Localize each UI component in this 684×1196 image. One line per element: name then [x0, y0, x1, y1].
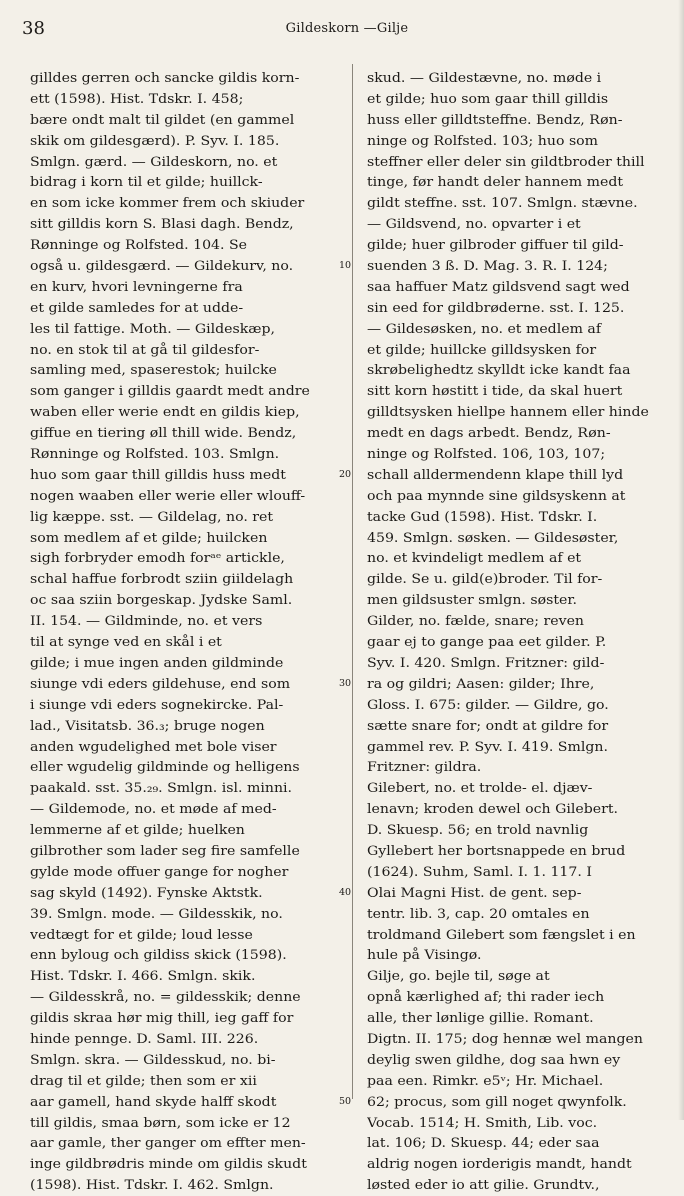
text-line: aldrig nogen iorderigis mandt, handt [367, 1156, 632, 1172]
text-line: gilldtsysken hiellpe hannem eller hinde [367, 404, 649, 420]
text-line: Smlgn. skra. — Gildesskud, no. bi- [30, 1051, 276, 1067]
text-line: Gyllebert her bortsnappede en brud [367, 842, 626, 858]
text-line: sin eed for gildbrøderne. sst. I. 125. [367, 299, 625, 315]
text-line: 459. Smlgn. søsken. — Gildesøster, [367, 529, 619, 545]
text-line: Rønninge og Rolfsted. 103. Smlgn. [30, 446, 280, 462]
text-line: medt en dags arbedt. Bendz, Røn- [367, 425, 611, 441]
text-line: till gildis, smaa børn, som icke er 12 [30, 1114, 291, 1130]
text-line: lenavn; kroden dewel och Gilebert. [367, 801, 619, 817]
text-line: en som icke kommer frem och skiuder [30, 195, 305, 211]
text-line: gildt steffne. sst. 107. Smlgn. stævne. [367, 195, 638, 211]
text-line: som medlem af et gilde; huilcken [30, 529, 268, 545]
text-line: ett (1598). Hist. Tdskr. I. 458; [30, 90, 244, 106]
text-line: — Gildesskrå, no. = gildesskik; denne [30, 989, 301, 1005]
text-line: bære ondt malt til gildet (en gammel [30, 111, 295, 127]
running-title: Gildeskorn —Gilje [285, 21, 409, 36]
page-edge-shadow [678, 0, 684, 1120]
text-line: troldmand Gilebert som fængslet i en [367, 926, 636, 942]
text-line: steffner eller deler sin gildtbroder thill [367, 153, 645, 169]
text-line: Syv. I. 420. Smlgn. Fritzner: gild- [367, 654, 605, 670]
text-line: lad., Visitatsb. 36.₃; bruge nogen [30, 717, 265, 733]
text-line: hule på Visingø. [367, 947, 482, 963]
text-line: Fritzner: gildra. [367, 759, 482, 775]
text-line: anden wgudelighed met bole viser [30, 738, 277, 754]
text-line: paa een. Rimkr. e5ᵛ; Hr. Michael. [367, 1072, 604, 1088]
text-line: ninge og Rolfsted. 103; huo som [367, 132, 599, 148]
text-line: ninge og Rolfsted. 106, 103, 107; [367, 446, 606, 462]
text-line: nogen waaben eller werie eller wlouff- [30, 487, 306, 503]
text-line: huss eller gilldtsteffne. Bendz, Røn- [367, 111, 623, 127]
text-line: Digtn. II. 175; dog hennæ wel mangen [367, 1030, 643, 1046]
line-number: 20 [339, 465, 351, 486]
text-line: II. 154. — Gildminde, no. et vers [30, 613, 263, 629]
text-line: sigh forbryder emodh forᵃᵉ artickle, [30, 550, 285, 566]
text-line: les til fattige. Moth. — Gildeskæp, [30, 320, 276, 336]
text-line: Hist. Tdskr. I. 466. Smlgn. skik. [30, 968, 256, 984]
text-line: — Gildesøsken, no. et medlem af [367, 320, 602, 336]
text-line: et gilde samledes for at udde- [30, 299, 244, 315]
text-line: til at synge ved en skål i et [30, 634, 222, 650]
text-line: hinde pennge. D. Saml. III. 226. [30, 1030, 259, 1046]
text-line: eller wgudelig gildminde og helligens [30, 759, 300, 775]
text-line: och paa mynnde sine gildsyskenn at [367, 487, 626, 503]
text-line: gilldes gerren och sancke gildis korn- [30, 70, 300, 85]
text-line: opnå kærlighed af; thi rader iech [367, 989, 605, 1005]
text-line: sætte snare for; ondt at gildre for [367, 717, 609, 733]
text-line: også u. gildesgærd. — Gildekurv, no. [30, 258, 294, 274]
text-line: vedtægt for et gilde; loud lesse [30, 926, 253, 942]
text-line: enn byloug och gildiss skick (1598). [30, 947, 287, 963]
text-line: inge gildbrødris minde om gildis skudt [30, 1156, 307, 1172]
line-number: 30 [339, 674, 351, 695]
text-line: løsted eder io att gilie. Grundtv., [367, 1177, 600, 1193]
text-line: sitt korn høstitt i tide, da skal huert [367, 383, 623, 399]
text-line: suenden 3 ß. D. Mag. 3. R. I. 124; [367, 258, 608, 274]
page-header [22, 18, 672, 44]
text-line: drag til et gilde; then som er xii [30, 1072, 257, 1088]
line-number: 10 [339, 256, 351, 277]
text-line: Rønninge og Rolfsted. 104. Se [30, 237, 247, 253]
text-line: lat. 106; D. Skuesp. 44; eder saa [367, 1135, 600, 1151]
text-line: gildis skraa hør mig thill, ieg gaff for [30, 1010, 294, 1026]
text-line: Smlgn. gærd. — Gildeskorn, no. et [30, 153, 278, 169]
text-line: Olai Magni Hist. de gent. sep- [367, 884, 582, 900]
text-line: som ganger i gilldis gaardt medt andre [30, 383, 310, 399]
text-line: alle, ther lønlige gillie. Romant. [367, 1010, 594, 1026]
text-line: D. Skuesp. 56; en trold navnlig [367, 822, 589, 838]
text-line: — Gildemode, no. et møde af med- [30, 801, 277, 817]
text-line: en kurv, hvori levningerne fra [30, 278, 243, 294]
text-line: giffue en tiering øll thill wide. Bendz, [30, 425, 297, 441]
left-column [30, 68, 339, 1196]
text-line: sag skyld (1492). Fynske Aktstk. [30, 884, 263, 900]
text-line: tentr. lib. 3, cap. 20 omtales en [367, 905, 590, 921]
text-line: siunge vdi eders gildehuse, end som [30, 675, 291, 691]
text-line: et gilde; huo som gaar thill gilldis [367, 90, 609, 106]
text-line: gaar ej to gange paa eet gilder. P. [367, 634, 607, 650]
text-line: gilde; i mue ingen anden gildminde [30, 654, 284, 670]
text-line: ra og gildri; Aasen: gilder; Ihre, [367, 675, 595, 691]
text-line: Gilebert, no. et trolde- el. djæv- [367, 780, 593, 796]
text-line: schal haffue forbrodt sziin giildelagh [30, 571, 294, 587]
text-line: tinge, før handt deler hannem medt [367, 174, 624, 190]
text-line: 62; procus, som gill noget qwynfolk. [367, 1093, 627, 1109]
text-line: gammel rev. P. Syv. I. 419. Smlgn. [367, 738, 608, 754]
text-line: skik om gildesgærd). P. Syv. I. 185. [30, 132, 280, 148]
text-line: — Gildsvend, no. opvarter i et [367, 216, 581, 232]
text-line: (1598). Hist. Tdskr. I. 462. Smlgn. [30, 1177, 274, 1193]
page-number: 38 [22, 18, 45, 39]
text-line: gilde; huer gilbroder giffuer til gild- [367, 237, 624, 253]
text-line: i siunge vdi eders sognekircke. Pal- [30, 696, 284, 712]
text-line: no. et kvindeligt medlem af et [367, 550, 582, 566]
text-line: gilde. Se u. gild(e)broder. Til for- [367, 571, 603, 587]
line-number: 40 [339, 883, 351, 904]
text-line: tacke Gud (1598). Hist. Tdskr. I. [367, 508, 598, 524]
text-line: Vocab. 1514; H. Smith, Lib. voc. [367, 1114, 598, 1130]
text-line: 39. Smlgn. mode. — Gildesskik, no. [30, 905, 283, 921]
text-line: aar gamell, hand skyde halff skodt [30, 1093, 277, 1109]
text-line: sitt gilldis korn S. Blasi dagh. Bendz, [30, 216, 294, 232]
text-line: Gilder, no. fælde, snare; reven [367, 613, 585, 629]
text-line: huo som gaar thill gilldis huss medt [30, 466, 286, 482]
text-line: Gilje, go. bejle til, søge at [367, 968, 550, 984]
text-line: deylig swen gildhe, dog saa hwn ey [367, 1051, 621, 1067]
text-line: samling med, spaserestok; huilcke [30, 362, 277, 378]
text-line: gylde mode offuer gange for nogher [30, 863, 289, 879]
line-number: 50 [339, 1092, 351, 1113]
text-line: waben eller werie endt en gildis kiep, [30, 404, 300, 420]
text-line: paakald. sst. 35.₂₉. Smlgn. isl. minni. [30, 780, 293, 796]
text-line: oc saa sziin borgeskap. Jydske Saml. [30, 592, 293, 608]
column-divider [352, 64, 353, 1099]
text-line: saa haffuer Matz gildsvend sagt wed [367, 278, 630, 294]
right-column [367, 68, 673, 1196]
text-line: lemmerne af et gilde; huelken [30, 822, 245, 838]
text-line: skrøbelighedtz skylldt icke kandt faa [367, 362, 631, 378]
text-line: Gloss. I. 675: gilder. — Gildre, go. [367, 696, 609, 712]
text-line: men gildsuster smlgn. søster. [367, 592, 578, 608]
text-line: lig kæppe. sst. — Gildelag, no. ret [30, 508, 274, 524]
text-line: no. en stok til at gå til gildesfor- [30, 341, 260, 357]
text-line: schall alldermendenn klape thill lyd [367, 466, 624, 482]
text-line: bidrag i korn til et gilde; huillck- [30, 174, 263, 190]
text-line: skud. — Gildestævne, no. møde i [367, 70, 602, 85]
text-line: gilbrother som lader seg fire samfelle [30, 842, 300, 858]
text-line: et gilde; huillcke gilldsysken for [367, 341, 597, 357]
text-line: aar gamle, ther ganger om effter men- [30, 1135, 306, 1151]
text-line: (1624). Suhm, Saml. I. 1. 117. I [367, 863, 592, 879]
